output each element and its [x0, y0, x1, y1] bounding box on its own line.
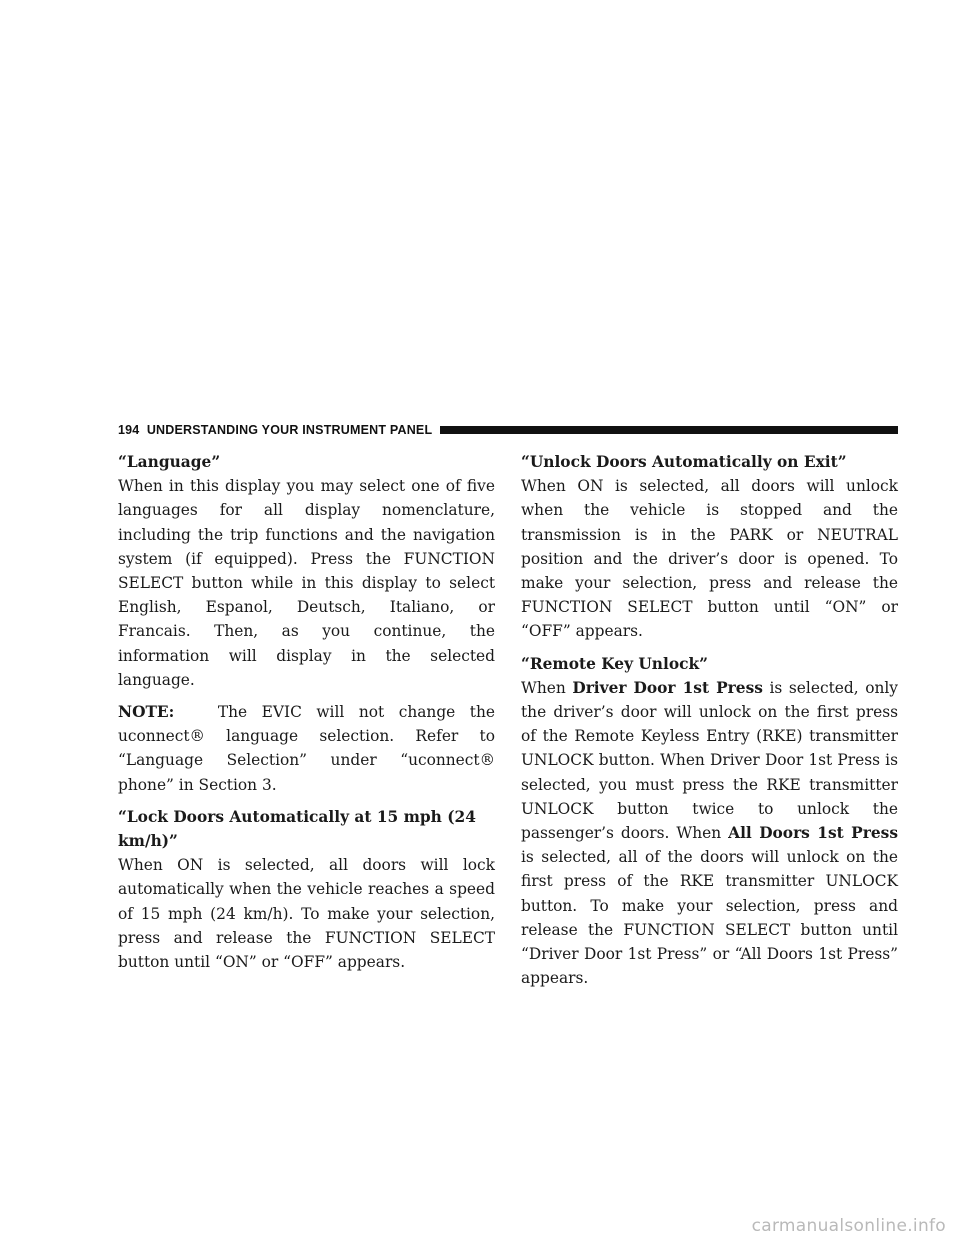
remote-text-3: is selected, all of the doors will unlock on the first press of the RKE transmitter UNLOCK button. To make your selection, press and release the FUNCTION SELECT button until “Driver Door 1st Press” or “All Doors 1st Press” appears.	[521, 848, 898, 988]
left-column	[118, 450, 495, 974]
remote-bold-2: All Doors 1st Press	[728, 824, 898, 843]
page-number: 194	[118, 423, 140, 437]
remote-paragraph	[521, 676, 898, 991]
lock-paragraph: When ON is selected, all doors will lock automatically when the vehicle reaches a speed of 15 mph (24 km/h). To make your selection, press and release the FUNCTION SELECT button until “ON” or “OFF” appears.	[118, 856, 495, 972]
watermark: carmanualsonline.info	[751, 1216, 946, 1236]
unlock-paragraph: When ON is selected, all doors will unlock when the vehicle is stopped and the transmission is in the PARK or NEUTRAL position and the driver’s door is opened. To make your selection, press and release the FUNCTION SELECT button until “ON” or “OFF” appears.	[521, 477, 898, 641]
header-rule	[440, 426, 898, 434]
remote-heading: “Remote Key Unlock”	[521, 654, 708, 673]
page-header-text	[118, 423, 432, 437]
note-text: The EVIC will not change the uconnect® language selection. Refer to “Language Selection” under “uconnect® phone” in Section 3.	[118, 703, 495, 794]
right-column	[521, 450, 898, 990]
remote-text-1: When	[521, 678, 573, 697]
unlock-heading: “Unlock Doors Automatically on Exit”	[521, 453, 847, 471]
remote-text-2: is selected, only the driver’s door will unlock on the first press of the Remote Keyless Entry (RKE) transmitter UNLOCK button. When Driver Door 1st Press is selected, you must press the RKE transmitter UNLOCK button twice to unlock the passenger’s doors. When	[521, 678, 898, 843]
lock-heading: “Lock Doors Automatically at 15 mph (24 km/h)”	[118, 807, 476, 851]
note-label: NOTE:	[118, 703, 175, 722]
section-title: UNDERSTANDING YOUR INSTRUMENT PANEL	[146, 423, 433, 437]
language-heading: “Language”	[118, 453, 221, 471]
note-paragraph	[118, 700, 495, 797]
page-header	[118, 420, 898, 440]
language-paragraph: When in this display you may select one of five languages for all display nomenclature, including the trip functions and the navigation system (if equipped). Press the FUNCTION SELECT button while in this display to select English, Espanol, Deutsch, Italiano, or Francais. Then, as you continue, the information will display in the selected language.	[118, 477, 495, 689]
remote-bold-1: Driver Door 1st Press	[572, 678, 763, 697]
